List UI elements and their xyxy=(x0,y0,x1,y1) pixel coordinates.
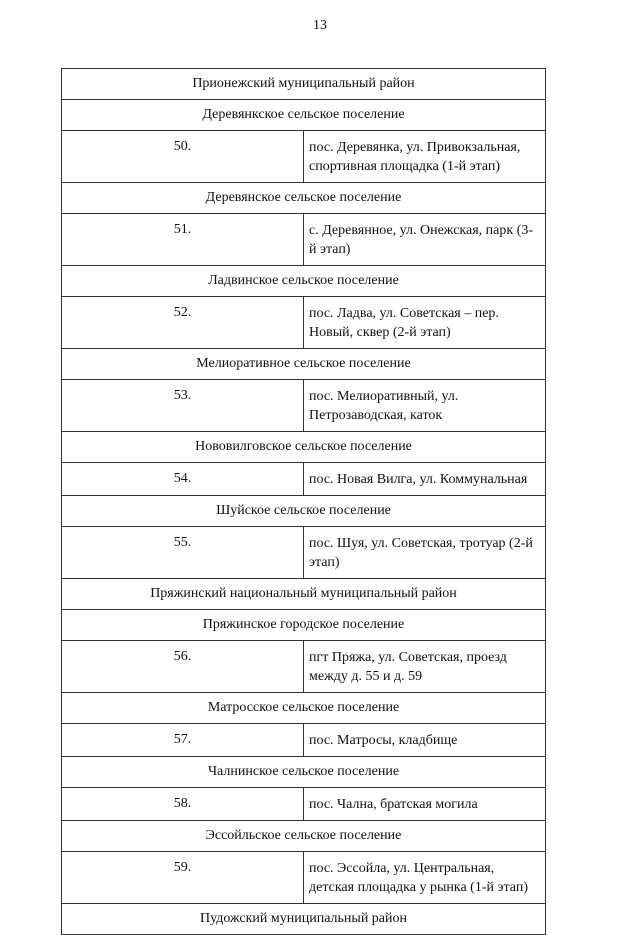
table-row xyxy=(62,527,546,579)
table-body xyxy=(62,69,546,935)
row-number: 51. xyxy=(62,214,304,266)
table-row xyxy=(62,788,546,821)
table-row xyxy=(62,297,546,349)
row-description: пос. Матросы, кладбище xyxy=(304,724,546,757)
row-description: пос. Эссойла, ул. Центральная, детская площадка у рынка (1-й этап) xyxy=(304,852,546,904)
row-number: 59. xyxy=(62,852,304,904)
table-row xyxy=(62,724,546,757)
section-title: Пряжинское городское поселение xyxy=(62,610,546,641)
section-title: Ладвинское сельское поселение xyxy=(62,266,546,297)
section-title: Мелиоративное сельское поселение xyxy=(62,349,546,380)
row-number: 56. xyxy=(62,641,304,693)
row-number: 50. xyxy=(62,131,304,183)
row-number: 54. xyxy=(62,463,304,496)
section-header-row xyxy=(62,183,546,214)
section-header-row xyxy=(62,496,546,527)
row-description: пос. Чална, братская могила xyxy=(304,788,546,821)
row-description: пос. Шуя, ул. Советская, тротуар (2-й этап) xyxy=(304,527,546,579)
table-row xyxy=(62,380,546,432)
section-header-row xyxy=(62,349,546,380)
row-number: 53. xyxy=(62,380,304,432)
row-description: пгт Пряжа, ул. Советская, проезд между д. 55 и д. 59 xyxy=(304,641,546,693)
table-row xyxy=(62,463,546,496)
table-row xyxy=(62,641,546,693)
section-title: Деревянское сельское поселение xyxy=(62,183,546,214)
section-title: Чалнинское сельское поселение xyxy=(62,757,546,788)
section-header-row xyxy=(62,821,546,852)
table-row xyxy=(62,131,546,183)
section-header-row xyxy=(62,100,546,131)
section-title: Матросское сельское поселение xyxy=(62,693,546,724)
document-table xyxy=(61,68,546,935)
section-header-row xyxy=(62,432,546,463)
row-description: пос. Мелиоративный, ул. Петрозаводская, каток xyxy=(304,380,546,432)
section-title: Нововилговское сельское поселение xyxy=(62,432,546,463)
section-header-row xyxy=(62,610,546,641)
row-number: 58. xyxy=(62,788,304,821)
section-title: Пряжинский национальный муниципальный район xyxy=(62,579,546,610)
table-row xyxy=(62,852,546,904)
table-row xyxy=(62,214,546,266)
section-title: Деревянкское сельское поселение xyxy=(62,100,546,131)
row-description: пос. Новая Вилга, ул. Коммунальная xyxy=(304,463,546,496)
section-header-row xyxy=(62,757,546,788)
section-title: Шуйское сельское поселение xyxy=(62,496,546,527)
section-title: Эссойльское сельское поселение xyxy=(62,821,546,852)
section-header-row xyxy=(62,266,546,297)
section-header-row xyxy=(62,693,546,724)
page-number: 13 xyxy=(313,18,327,33)
section-title: Прионежский муниципальный район xyxy=(62,69,546,100)
row-description: пос. Ладва, ул. Советская – пер. Новый, сквер (2-й этап) xyxy=(304,297,546,349)
row-description: пос. Деревянка, ул. Привокзальная, спортивная площадка (1-й этап) xyxy=(304,131,546,183)
section-header-row xyxy=(62,69,546,100)
section-header-row xyxy=(62,579,546,610)
row-number: 57. xyxy=(62,724,304,757)
row-number: 52. xyxy=(62,297,304,349)
section-header-row xyxy=(62,904,546,935)
row-number: 55. xyxy=(62,527,304,579)
section-title: Пудожский муниципальный район xyxy=(62,904,546,935)
row-description: с. Деревянное, ул. Онежская, парк (3-й этап) xyxy=(304,214,546,266)
